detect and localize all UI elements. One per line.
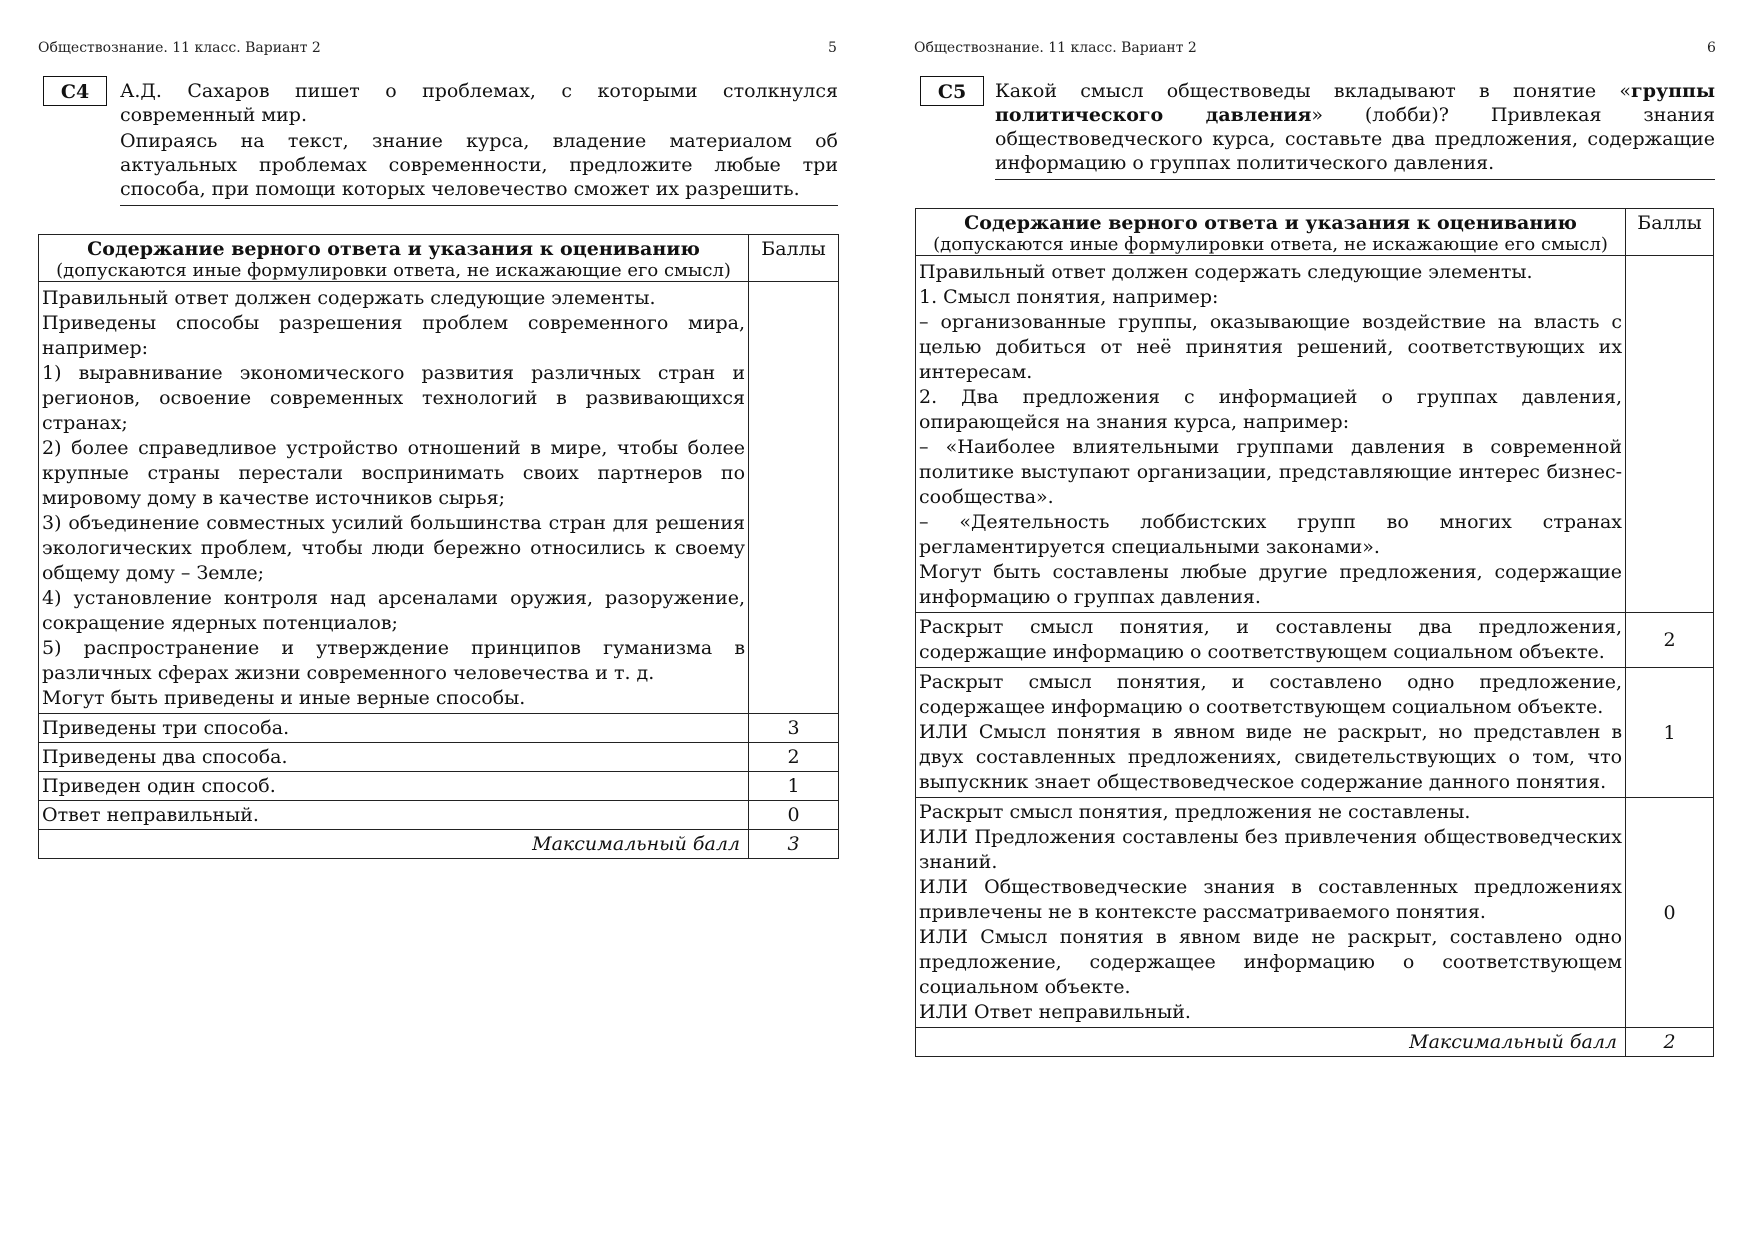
empty-score-cell — [1626, 256, 1714, 613]
table-row — [39, 714, 839, 743]
page-number: 6 — [1707, 40, 1716, 56]
content-line: – организованные группы, оказывающие воздействие на власть с целью добиться от неё принятия решений, соответствующих их интересам. — [919, 311, 1623, 383]
row-label-line: Раскрыт смысл понятия, и составлено одно предложение, содержащее информацию о соответствующем социальном объекте. — [919, 671, 1623, 718]
right-page — [877, 0, 1754, 1239]
row-label-line: ИЛИ Смысл понятия в явном виде не раскрыт, составлено одно предложение, содержащее информацию о соответствующем социальном объекте. — [919, 926, 1623, 998]
content-line: 2) более справедливое устройство отношений в мире, чтобы более крупные страны перестали воспринимать своих партнеров по мировому дому в качестве источников сырья; — [42, 437, 746, 509]
answer-content — [39, 282, 749, 714]
row-label: Ответ неправильный. — [39, 801, 749, 830]
row-label-line: Раскрыт смысл понятия, и составлены два предложения, содержащие информацию о соответствующем социальном объекте. — [919, 616, 1623, 663]
row-label-line: ИЛИ Ответ неправильный. — [919, 1001, 1191, 1023]
content-line: – «Наиболее влиятельными группами давления в современной политике выступают организации, представляющие интерес бизнес-сообщества». — [919, 436, 1623, 508]
row-score: 1 — [1626, 668, 1714, 798]
table-content-row — [916, 256, 1714, 613]
row-score: 2 — [749, 743, 839, 772]
table-header-content — [916, 209, 1626, 256]
content-line: 2. Два предложения с информацией о группах давления, опирающейся на знания курса, например: — [919, 386, 1623, 433]
content-line: Правильный ответ должен содержать следующие элементы. — [42, 287, 656, 309]
content-line: 4) установление контроля над арсеналами оружия, разоружение, сокращение ядерных потенциалов; — [42, 587, 746, 634]
table-header-main: Содержание верного ответа и указания к оцениванию — [964, 212, 1577, 234]
table-row — [916, 798, 1714, 1028]
content-line: 3) объединение совместных усилий большинства стран для решения экологических проблем, чтобы люди бережно относились к своему общему дому – Земле; — [42, 512, 746, 584]
table-row — [39, 772, 839, 801]
content-line: Правильный ответ должен содержать следующие элементы. — [919, 261, 1533, 283]
table-header-note: (допускаются иные формулировки ответа, не искажающие его смысл) — [933, 234, 1608, 255]
content-line: 1. Смысл понятия, например: — [919, 286, 1219, 308]
row-label-line: ИЛИ Предложения составлены без привлечения обществоведческих знаний. — [919, 826, 1623, 873]
row-label-line: ИЛИ Обществоведческие знания в составленных предложениях привлечены не в контексте рассматриваемого понятия. — [919, 876, 1623, 923]
content-line: Приведены способы разрешения проблем современного мира, например: — [42, 312, 746, 359]
task-statement — [120, 79, 838, 206]
max-score-value: 3 — [749, 830, 839, 859]
row-label: Приведены три способа. — [39, 714, 749, 743]
max-score-value: 2 — [1626, 1028, 1714, 1057]
row-label-line: Раскрыт смысл понятия, предложения не составлены. — [919, 801, 1471, 823]
content-line: 5) распространение и утверждение принципов гуманизма в различных сферах жизни современного человечества и т. д. — [42, 637, 746, 684]
row-score: 3 — [749, 714, 839, 743]
task-question — [995, 79, 1715, 175]
table-row — [39, 801, 839, 830]
page-number: 5 — [828, 40, 837, 56]
max-score-label: Максимальный балл — [916, 1028, 1626, 1057]
content-line: Могут быть составлены любые другие предложения, содержащие информацию о группах давления. — [919, 561, 1623, 608]
grading-table — [915, 208, 1714, 1057]
task-intro: А.Д. Сахаров пишет о проблемах, с которыми столкнулся современный мир. — [120, 80, 838, 126]
content-line: Могут быть приведены и иные верные способы. — [42, 687, 526, 709]
answer-content — [916, 256, 1626, 613]
row-score: 2 — [1626, 613, 1714, 668]
page-header-subject: Обществознание. 11 класс. Вариант 2 — [38, 40, 321, 56]
row-label — [916, 668, 1626, 798]
row-score: 1 — [749, 772, 839, 801]
table-header-score: Баллы — [749, 235, 839, 282]
table-header-score: Баллы — [1626, 209, 1714, 256]
page-header-subject: Обществознание. 11 класс. Вариант 2 — [914, 40, 1197, 56]
row-score: 0 — [749, 801, 839, 830]
row-label — [916, 613, 1626, 668]
max-score-row — [916, 1028, 1714, 1057]
row-label: Приведены два способа. — [39, 743, 749, 772]
task-term-bold: группы политического давления — [995, 80, 1715, 126]
content-line: – «Деятельность лоббистских групп во многих странах регламентируется специальными законами». — [919, 511, 1623, 558]
table-header-content — [39, 235, 749, 282]
max-score-row — [39, 830, 839, 859]
table-header-row — [39, 235, 839, 282]
task-text-after: » (лобби)? Привлекая знания обществоведческого курса, составьте два предложения, содержащие информацию о группах политического давления. — [995, 104, 1715, 174]
task-question: Опираясь на текст, знание курса, владение материалом об актуальных проблемах современности, предложите любые три способа, при помощи которых человечество сможет их разрешить. — [120, 130, 838, 200]
row-score: 0 — [1626, 798, 1714, 1028]
task-statement — [995, 79, 1715, 180]
task-code-box: С5 — [920, 76, 984, 106]
row-label: Приведен один способ. — [39, 772, 749, 801]
max-score-label: Максимальный балл — [39, 830, 749, 859]
row-label-line: ИЛИ Смысл понятия в явном виде не раскрыт, но представлен в двух составленных предложениях, свидетельствующих о том, что выпускник знает обществоведческое содержание данного понятия. — [919, 721, 1623, 793]
table-row — [916, 668, 1714, 798]
table-row — [39, 743, 839, 772]
table-row — [916, 613, 1714, 668]
content-line: 1) выравнивание экономического развития различных стран и регионов, освоение современных технологий в развивающихся странах; — [42, 362, 746, 434]
grading-table — [38, 234, 839, 859]
table-header-note: (допускаются иные формулировки ответа, не искажающие его смысл) — [56, 260, 731, 281]
table-header-main: Содержание верного ответа и указания к оцениванию — [87, 238, 700, 260]
task-text-before: Какой смысл обществоведы вкладывают в понятие « — [995, 80, 1632, 102]
task-code-box: С4 — [43, 76, 107, 106]
row-label — [916, 798, 1626, 1028]
empty-score-cell — [749, 282, 839, 714]
table-content-row — [39, 282, 839, 714]
table-header-row — [916, 209, 1714, 256]
